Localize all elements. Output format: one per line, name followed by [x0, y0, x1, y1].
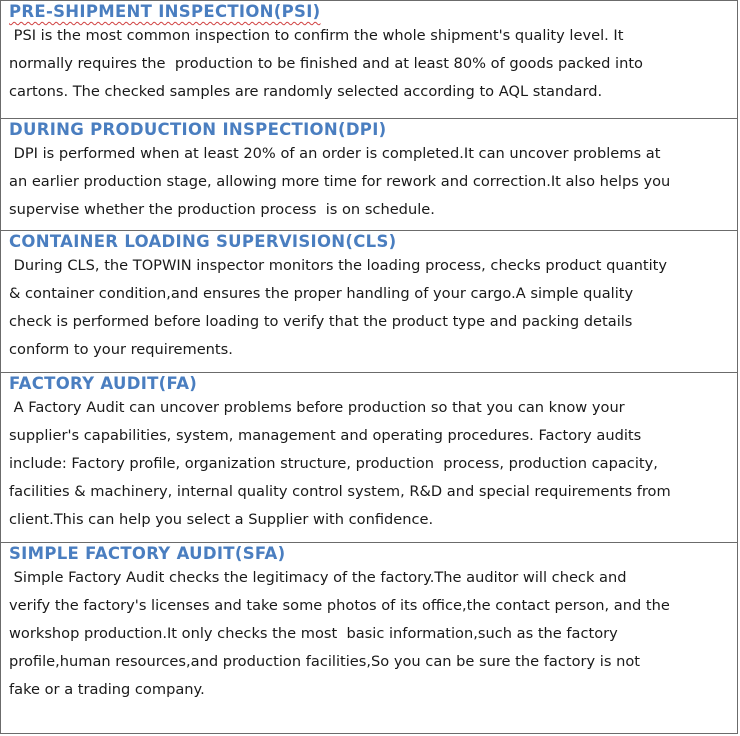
body-line: workshop production.It only checks the most basic information,such as the factory: [9, 625, 618, 642]
body-line: normally requires the production to be finished and at least 80% of goods packed into: [9, 55, 643, 72]
body-line: client.This can help you select a Supplier with confidence.: [9, 511, 434, 528]
section-body: [9, 252, 729, 364]
body-line: include: Factory profile, organization structure, production process, production capacity,: [9, 455, 658, 472]
section-body: [9, 394, 729, 534]
body-line: A Factory Audit can uncover problems before production so that you can know your: [9, 399, 625, 416]
section-during-production-inspection: [1, 119, 737, 231]
body-line: conform to your requirements.: [9, 341, 233, 358]
section-container-loading-supervision: [1, 231, 737, 373]
body-line: DPI is performed when at least 20% of an order is completed.It can uncover problems at: [9, 145, 661, 162]
body-line: check is performed before loading to verify that the product type and packing details: [9, 313, 633, 330]
section-heading: CONTAINER LOADING SUPERVISION(CLS): [9, 232, 397, 251]
section-body: [9, 140, 729, 224]
body-line: During CLS, the TOPWIN inspector monitors the loading process, checks product quantity: [9, 257, 668, 274]
section-heading: FACTORY AUDIT(FA): [9, 374, 198, 393]
body-line: & container condition,and ensures the proper handling of your cargo.A simple quality: [9, 285, 634, 302]
section-body: [9, 22, 729, 106]
body-line: facilities & machinery, internal quality control system, R&D and special requirements from: [9, 483, 671, 500]
section-heading: PRE-SHIPMENT INSPECTION(PSI): [9, 2, 321, 21]
body-line: cartons. The checked samples are randomly selected according to AQL standard.: [9, 83, 603, 100]
section-heading: DURING PRODUCTION INSPECTION(DPI): [9, 120, 387, 139]
section-pre-shipment-inspection: [1, 1, 737, 119]
body-line: verify the factory's licenses and take some photos of its office,the contact person, and the: [9, 597, 670, 614]
body-line: Simple Factory Audit checks the legitimacy of the factory.The auditor will check and: [9, 569, 627, 586]
body-line: profile,human resources,and production facilities,So you can be sure the factory is not: [9, 653, 640, 670]
body-line: PSI is the most common inspection to confirm the whole shipment's quality level. It: [9, 27, 624, 44]
body-line: supervise whether the production process is on schedule.: [9, 201, 435, 218]
body-line: an earlier production stage, allowing more time for rework and correction.It also helps you: [9, 173, 671, 190]
section-heading: SIMPLE FACTORY AUDIT(SFA): [9, 544, 286, 563]
body-line: fake or a trading company.: [9, 681, 205, 698]
section-factory-audit: [1, 373, 737, 543]
body-line: supplier's capabilities, system, management and operating procedures. Factory audits: [9, 427, 642, 444]
section-simple-factory-audit: [1, 543, 737, 733]
section-body: [9, 564, 729, 704]
